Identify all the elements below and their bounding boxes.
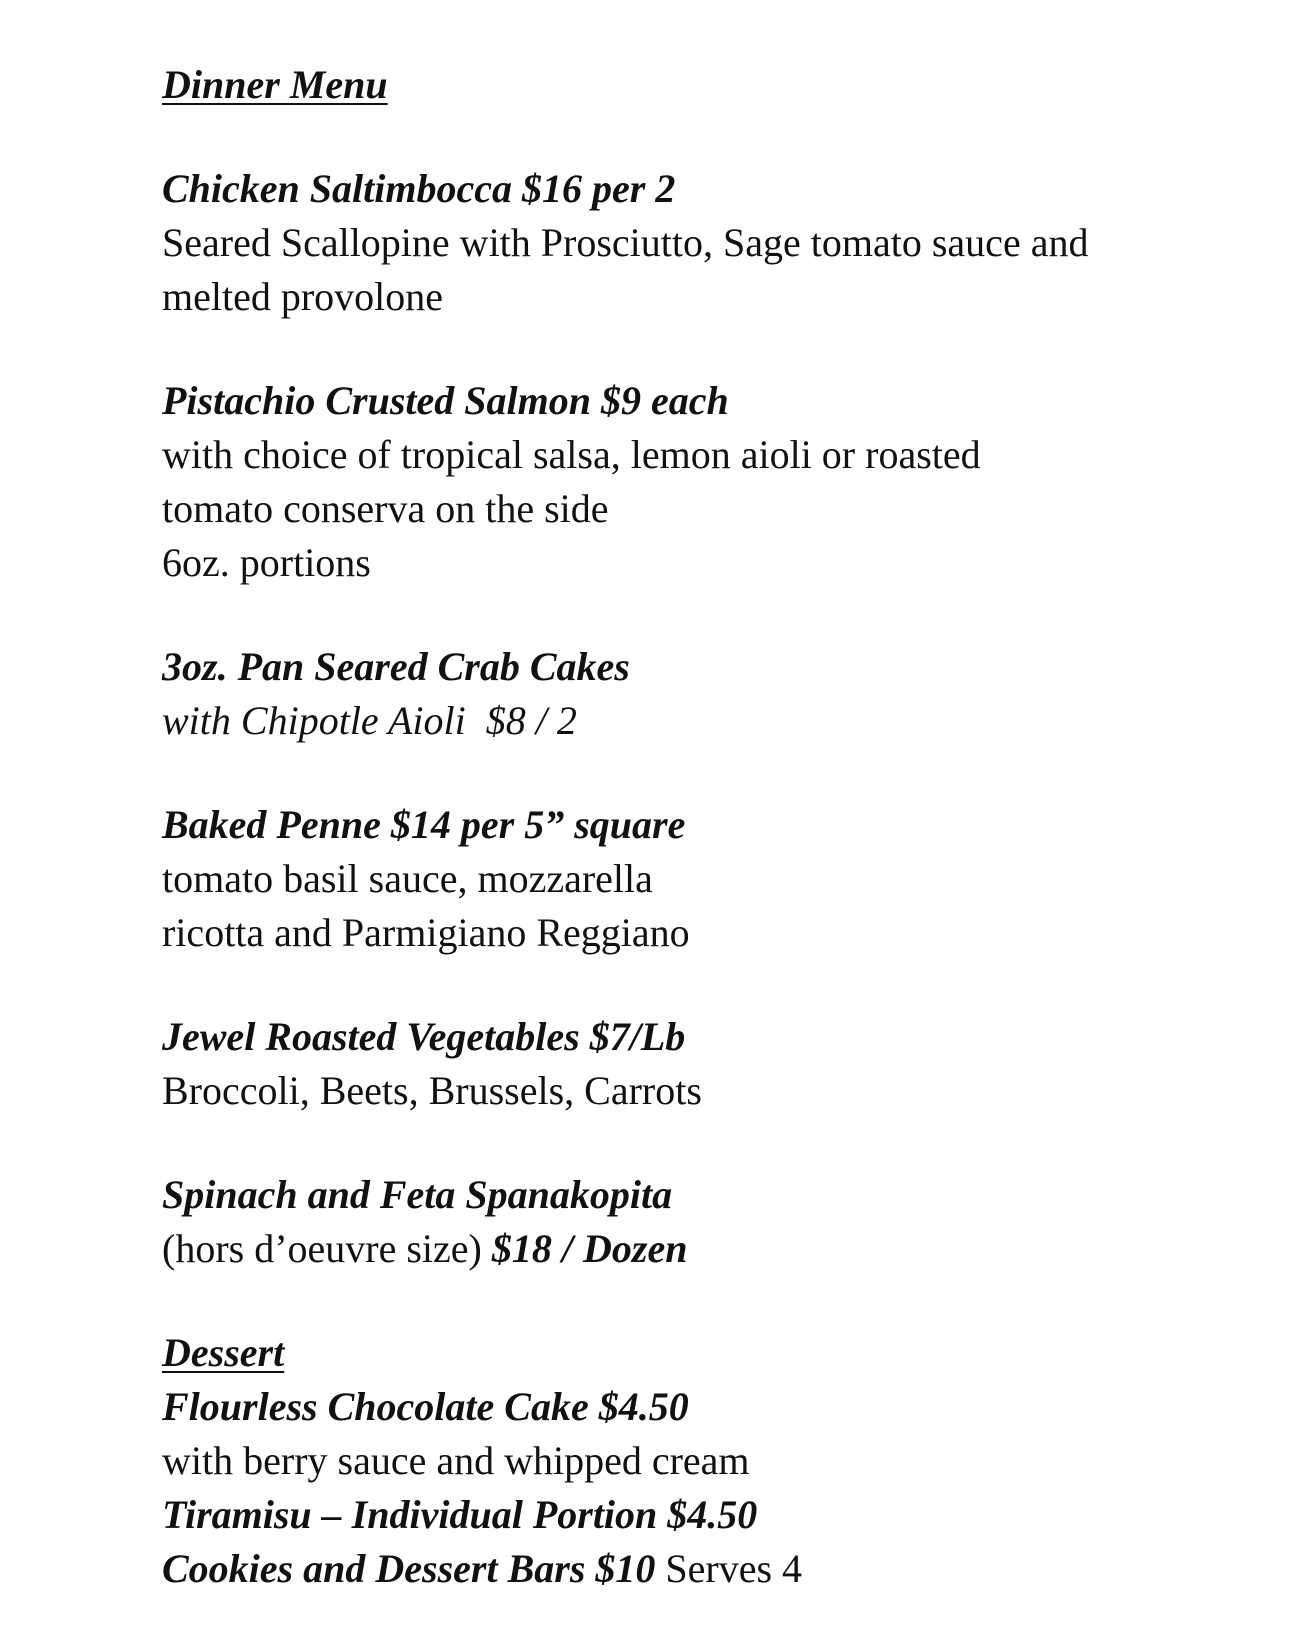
menu-title: Dinner Menu bbox=[162, 62, 388, 107]
item-desc-line: ricotta and Parmigiano Reggiano bbox=[162, 910, 690, 955]
spacer bbox=[162, 112, 1272, 162]
item-desc-text: (hors d’oeuvre size) bbox=[162, 1226, 492, 1271]
spacer bbox=[162, 748, 1272, 798]
dessert-title: Dessert bbox=[162, 1330, 285, 1375]
spacer bbox=[162, 960, 1272, 1010]
item-line-cookies bbox=[162, 1542, 1272, 1596]
item-desc-line: with Chipotle Aioli $8 / 2 bbox=[162, 698, 577, 743]
item-desc-line: Broccoli, Beets, Brussels, Carrots bbox=[162, 1068, 702, 1113]
spacer bbox=[162, 1118, 1272, 1168]
item-desc-text: Serves 4 bbox=[655, 1546, 803, 1591]
item-price: $18 / Dozen bbox=[491, 1226, 688, 1271]
item-heading-tiramisu: Tiramisu – Individual Portion $4.50 bbox=[162, 1492, 758, 1537]
item-desc-line bbox=[162, 1222, 1272, 1276]
item-heading-chicken-saltimbocca: Chicken Saltimbocca $16 per 2 bbox=[162, 166, 676, 211]
spacer bbox=[162, 590, 1272, 640]
item-desc-line: tomato conserva on the side bbox=[162, 486, 609, 531]
item-desc-line: 6oz. portions bbox=[162, 540, 371, 585]
menu-document bbox=[162, 58, 1272, 1596]
item-heading-crab-cakes: 3oz. Pan Seared Crab Cakes bbox=[162, 644, 630, 689]
item-heading-baked-penne: Baked Penne $14 per 5” square bbox=[162, 802, 686, 847]
item-heading-cookies: Cookies and Dessert Bars $10 bbox=[162, 1546, 656, 1591]
item-desc-line: with choice of tropical salsa, lemon aioli or roasted bbox=[162, 432, 981, 477]
item-desc-line: Seared Scallopine with Prosciutto, Sage tomato sauce and bbox=[162, 220, 1089, 265]
item-heading-roasted-vegetables: Jewel Roasted Vegetables $7/Lb bbox=[162, 1014, 686, 1059]
item-desc-line: melted provolone bbox=[162, 274, 444, 319]
spacer bbox=[162, 1276, 1272, 1326]
spacer bbox=[162, 324, 1272, 374]
item-desc-line: with berry sauce and whipped cream bbox=[162, 1438, 750, 1483]
item-desc-line: tomato basil sauce, mozzarella bbox=[162, 856, 653, 901]
item-heading-spanakopita: Spinach and Feta Spanakopita bbox=[162, 1172, 673, 1217]
item-heading-chocolate-cake: Flourless Chocolate Cake $4.50 bbox=[162, 1384, 689, 1429]
item-heading-pistachio-salmon: Pistachio Crusted Salmon $9 each bbox=[162, 378, 729, 423]
